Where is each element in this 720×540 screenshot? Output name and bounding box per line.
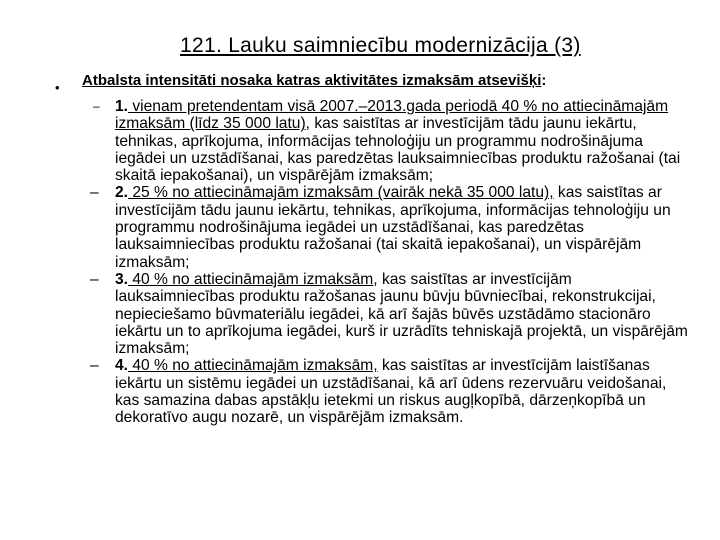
item-number: 3.	[115, 270, 129, 288]
item-text: , kas saistītas ar investīcijām tādu jaunu iekārtu, tehnikas, aprīkojuma, informācijas tehnoloģiju un programmu nodrošinājuma iegādei un uzstādīšanai, kas paredzētas lauksaimniecības produktu ražošanai (tai skaitā iepakošanai), un vispārējām izmaksām;	[115, 115, 681, 185]
item-number: 2.	[115, 184, 129, 202]
dash-icon: –	[93, 99, 100, 113]
dash-icon: –	[90, 357, 99, 375]
list-item-3	[90, 271, 690, 357]
item-text: , kas saistītas ar investīcijām lauksaimniecības produktu ražošanas jaunu būvju būvniecībai, rekonstrukcijai, nepieciešamo būvmateriālu iegādei, kā arī šajās būvēs uzstādāmo stacionāro iekārtu un to aprīkojuma iegādei, kurš ir uzrādīts tehniskajā projektā, un vispārējām izmaksām;	[115, 270, 688, 358]
item-text: kas saistītas ar investīcijām laistīšanas iekārtu un sistēmu iegādei un uzstādīšanai, kā arī ūdens rezervuāru veidošanai, kas samazina dabas apstākļu ietekmi un riskus augļkopībā, dārzeņkopībā un dekoratīvo augu nozarē, un vispārējām izmaksām.	[115, 357, 667, 427]
intro-text	[82, 72, 546, 89]
list-item-4	[90, 357, 690, 426]
intro-underlined: Atbalsta intensitāti nosaka katras aktivitātes izmaksām atsevišķi	[82, 72, 542, 89]
item-number: 1.	[115, 98, 129, 115]
support-list	[90, 98, 690, 427]
dash-icon: –	[90, 270, 99, 288]
list-item-1	[90, 98, 690, 184]
slide-title: 121. Lauku saimniecību modernizācija (3)	[180, 34, 581, 57]
item-underlined: 40 % no attiecināmajām izmaksām	[128, 270, 374, 288]
item-underlined: 40 % no attiecināmajām izmaksām,	[128, 357, 378, 375]
list-item-2	[90, 184, 690, 270]
item-text: kas saistītas ar investīcijām tādu jaunu iekārtu, tehnikas, aprīkojuma, informācijas tehnoloģiju un programmu nodrošinājuma iegādei un uzstādīšanai, kas paredzētas lauksaimniecības produktu ražošanai (tai skaitā iepakošanai), un vispārējām izmaksām;	[115, 184, 671, 271]
dash-icon: –	[90, 184, 99, 202]
item-underlined: 25 % no attiecināmajām izmaksām (vairāk nekā 35 000 latu),	[128, 184, 554, 202]
bullet-icon: •	[55, 80, 60, 95]
intro-suffix: :	[541, 72, 547, 89]
item-underlined: vienam pretendentam visā 2007.–2013.gada periodā 40 % no attiecināmajām izmaksām (līdz 35 000 latu)	[115, 98, 669, 133]
item-number: 4.	[115, 357, 129, 375]
